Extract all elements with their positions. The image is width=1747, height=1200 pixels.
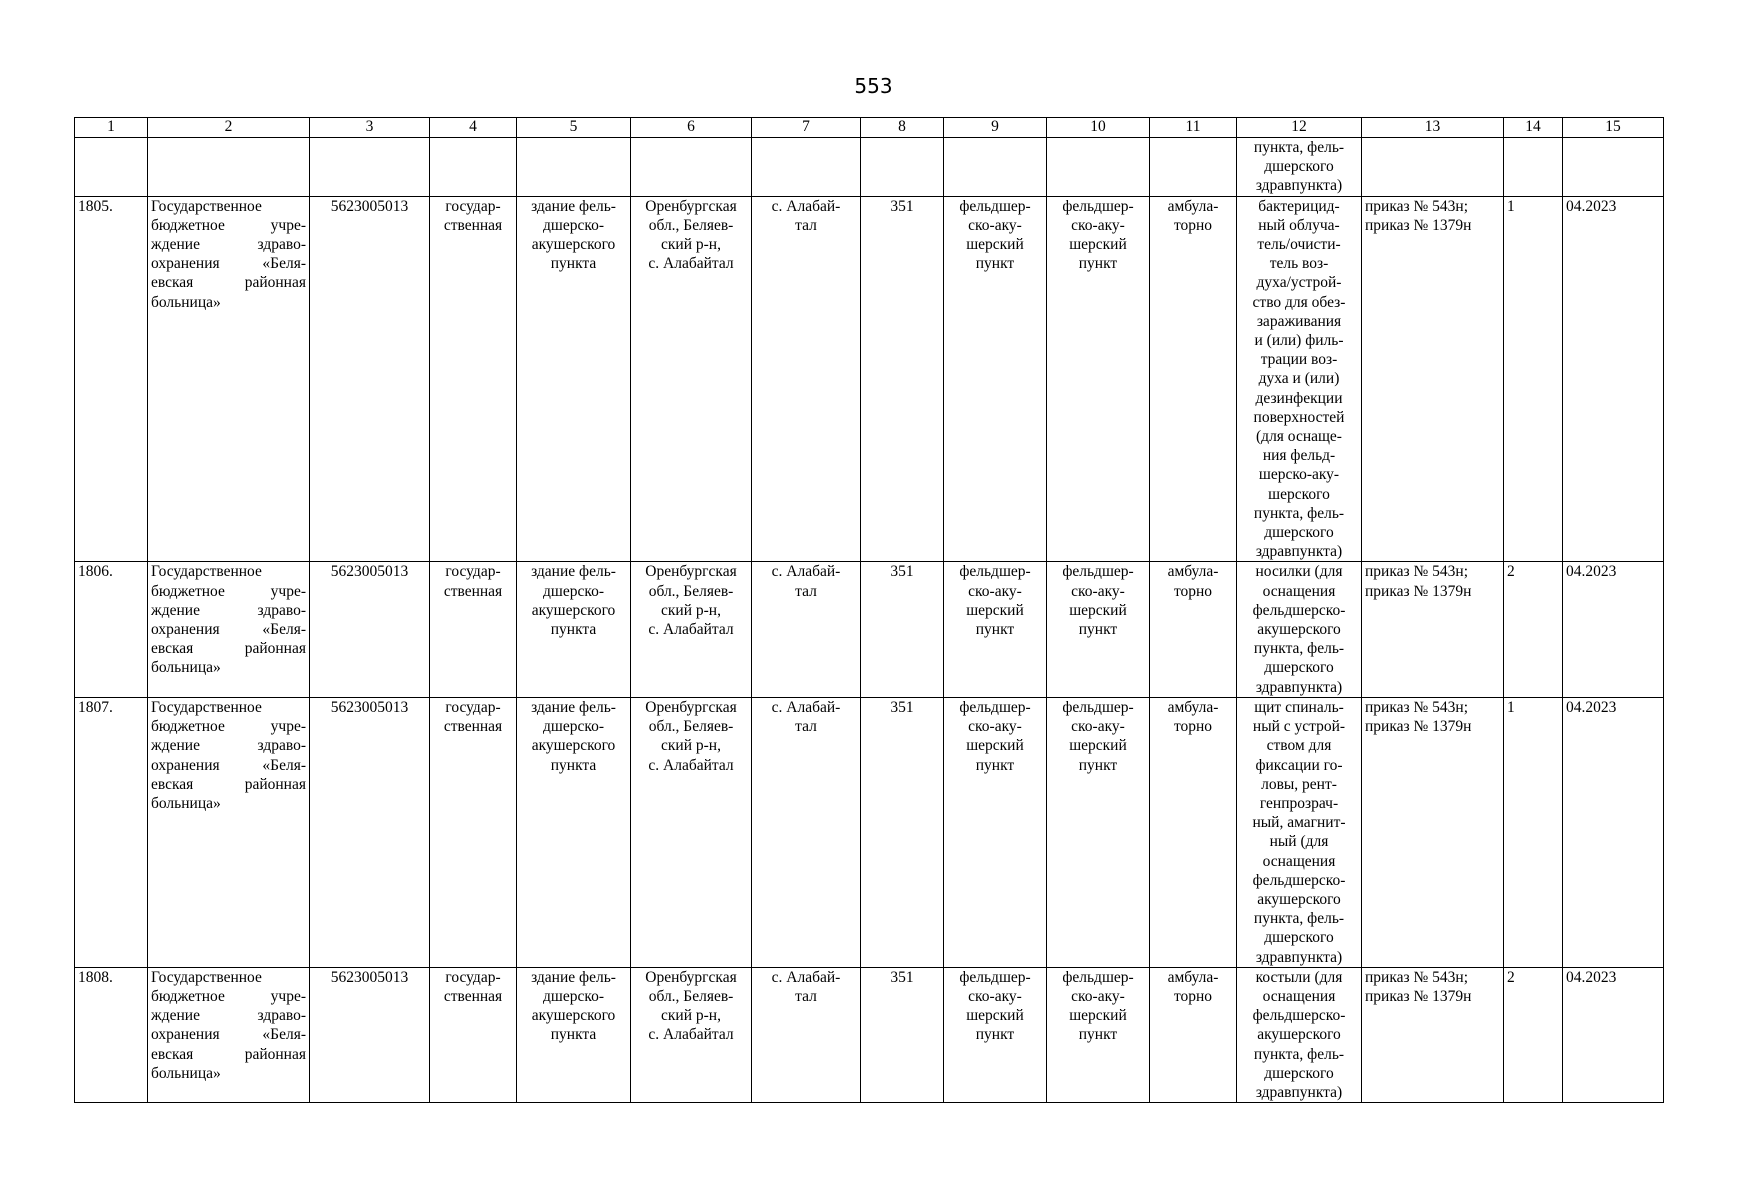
unit-type-cell: фельдшер- ско-аку- шерский пункт [1047,562,1150,697]
column-header: 1 [75,118,148,138]
table-cell [752,138,861,197]
building-cell: здание фель- дшерско- акушерского пункта [517,562,631,697]
column-header: 5 [517,118,631,138]
equipment-cell: костыли (для оснащения фельдшерско- акушерского пункта, фель- дшерского здравпункта) [1237,967,1362,1102]
address-cell: Оренбургская обл., Беляев- ский р-н, с. Алабайтал [631,562,752,697]
column-header: 8 [861,118,944,138]
row-number-cell: 1808. [75,967,148,1102]
table-cell [631,138,752,197]
care-condition-cell: амбула- торно [1150,967,1237,1102]
building-cell: здание фель- дшерско- акушерского пункта [517,697,631,967]
date-cell: 04.2023 [1563,562,1664,697]
page-number: 553 [854,74,893,98]
organization-cell: Государственное бюджетное учре-ждение здраво-охранения «Беля-евская районная больница» [148,697,310,967]
ownership-cell: государ- ственная [430,562,517,697]
date-cell: 04.2023 [1563,697,1664,967]
quantity-cell: 2 [1504,562,1563,697]
column-header: 15 [1563,118,1664,138]
ownership-cell: государ- ственная [430,697,517,967]
column-header: 3 [310,118,430,138]
equipment-cell: носилки (для оснащения фельдшерско- акушерского пункта, фель- дшерского здравпункта) [1237,562,1362,697]
table-row [75,967,1664,1102]
column-header: 9 [944,118,1047,138]
row-number-cell: 1805. [75,196,148,562]
address-cell: Оренбургская обл., Беляев- ский р-н, с. Алабайтал [631,196,752,562]
organization-cell: Государственное бюджетное учре-ждение здраво-охранения «Беля-евская районная больница» [148,967,310,1102]
unit-type-cell: фельдшер- ско-аку- шерский пункт [1047,967,1150,1102]
facility-type-cell: фельдшер- ско-аку- шерский пункт [944,562,1047,697]
column-header: 14 [1504,118,1563,138]
column-header: 13 [1362,118,1504,138]
column-header: 12 [1237,118,1362,138]
table-row [75,697,1664,967]
organization-cell: Государственное бюджетное учре-ждение здраво-охранения «Беля-евская районная больница» [148,196,310,562]
quantity-cell: 1 [1504,196,1563,562]
facility-type-cell: фельдшер- ско-аку- шерский пункт [944,697,1047,967]
table-row [75,196,1664,562]
inn-cell: 5623005013 [310,697,430,967]
column-header: 4 [430,118,517,138]
settlement-cell: с. Алабай- тал [752,967,861,1102]
care-condition-cell: амбула- торно [1150,562,1237,697]
address-cell: Оренбургская обл., Беляев- ский р-н, с. Алабайтал [631,697,752,967]
inn-cell: 5623005013 [310,196,430,562]
unit-type-cell: фельдшер- ско-аку- шерский пункт [1047,196,1150,562]
settlement-cell: с. Алабай- тал [752,196,861,562]
equipment-text: пункта, фель- дшерского здравпункта) [1253,139,1345,195]
care-condition-cell: амбула- торно [1150,196,1237,562]
inn-cell: 5623005013 [310,967,430,1102]
table-cell [1047,138,1150,197]
building-cell: здание фель- дшерско- акушерского пункта [517,967,631,1102]
column-header: 10 [1047,118,1150,138]
column-header: 6 [631,118,752,138]
ownership-cell: государ- ственная [430,967,517,1102]
settlement-cell: с. Алабай- тал [752,697,861,967]
care-condition-cell: амбула- торно [1150,697,1237,967]
equipment-cell: бактерицид- ный облуча- тель/очисти- тель воз- духа/устрой- ство для обез- зараживания и (или) филь- трации воз- духа и (или) дезинфекции поверхностей (для оснаще- ния фельд- шерско-аку- шерского пункта, фель- дшерского здравпункта) [1237,196,1362,562]
quantity-cell: 1 [1504,697,1563,967]
building-cell: здание фель- дшерско- акушерского пункта [517,196,631,562]
facility-type-cell: фельдшер- ско-аку- шерский пункт [944,196,1047,562]
row-number-cell: 1807. [75,697,148,967]
registry-table [74,117,1664,1103]
population-cell: 351 [861,562,944,697]
column-number-header-row [75,118,1664,138]
row-number-cell: 1806. [75,562,148,697]
order-cell: приказ № 543н; приказ № 1379н [1362,967,1504,1102]
order-cell: приказ № 543н; приказ № 1379н [1362,697,1504,967]
table-cell [944,138,1047,197]
quantity-cell: 2 [1504,967,1563,1102]
date-cell: 04.2023 [1563,967,1664,1102]
column-header: 11 [1150,118,1237,138]
table-cell [430,138,517,197]
unit-type-cell: фельдшер- ско-аку- шерский пункт [1047,697,1150,967]
table-cell [148,138,310,197]
continuation-row [75,138,1664,197]
equipment-cell: щит спиналь- ный с устрой- ством для фиксации го- ловы, рент- генпрозрач- ный, амагнит- ный (для оснащения фельдшерско- акушерского пункта, фель- дшерского здравпункта) [1237,697,1362,967]
population-cell: 351 [861,967,944,1102]
ownership-cell: государ- ственная [430,196,517,562]
address-cell: Оренбургская обл., Беляев- ский р-н, с. Алабайтал [631,967,752,1102]
table-cell [517,138,631,197]
table-cell [310,138,430,197]
table-cell [1150,138,1237,197]
table-cell [861,138,944,197]
organization-cell: Государственное бюджетное учре-ждение здраво-охранения «Беля-евская районная больница» [148,562,310,697]
population-cell: 351 [861,697,944,967]
column-header: 7 [752,118,861,138]
table-cell [1563,138,1664,197]
inn-cell: 5623005013 [310,562,430,697]
population-cell: 351 [861,196,944,562]
settlement-cell: с. Алабай- тал [752,562,861,697]
table-cell [1504,138,1563,197]
date-cell: 04.2023 [1563,196,1664,562]
table-row [75,562,1664,697]
order-cell: приказ № 543н; приказ № 1379н [1362,196,1504,562]
facility-type-cell: фельдшер- ско-аку- шерский пункт [944,967,1047,1102]
column-header: 2 [148,118,310,138]
table-cell [1362,138,1504,197]
order-cell: приказ № 543н; приказ № 1379н [1362,562,1504,697]
equipment-cell [1237,138,1362,197]
table-cell [75,138,148,197]
